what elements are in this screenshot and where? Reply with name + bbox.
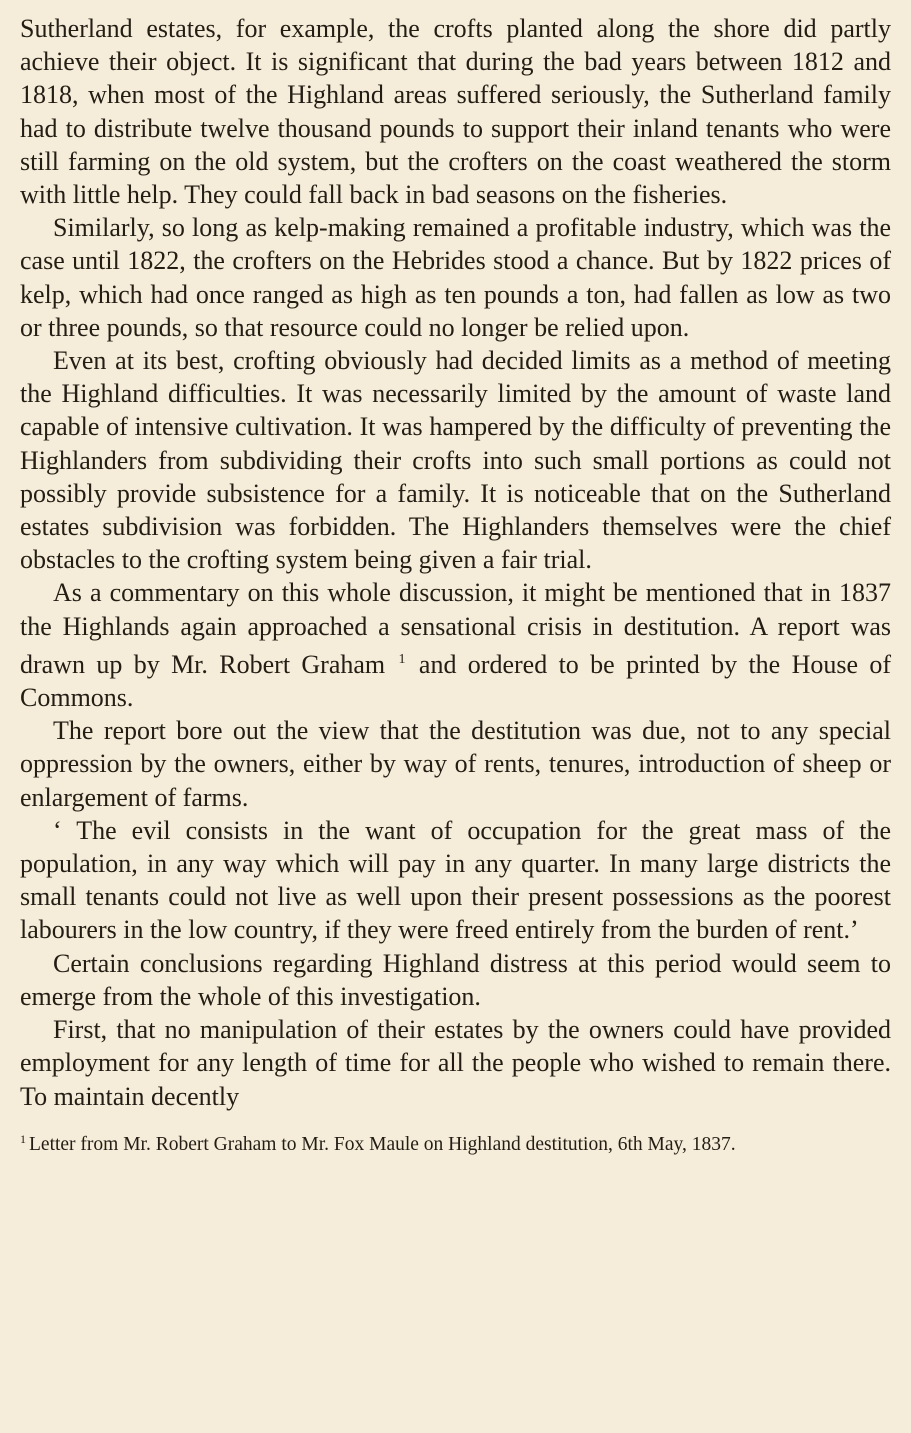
footnote-section [20,1127,891,1157]
paragraph-with-footnote-ref [20,576,891,714]
paragraph: The report bore out the view that the destitution was due, not to any special oppression by the owners, either by way of rents, tenures, introduction of sheep or enlargement of farms. [20,716,891,812]
footnote-mark: 1 [20,1131,26,1146]
paragraph: Sutherland estates, for example, the crofts planted along the shore did partly achieve their object. It is significant that during the bad years between 1812 and 1818, when most of the Highland areas suffered seriously, the Sutherland family had to distribute twelve thousand pounds to support their inland tenants who were still farming on the old system, but the crofters on the coast weathered the storm with little help. They could fall back in bad seasons on the fisheries. [20,14,891,210]
paragraph: Even at its best, crofting obviously had decided limits as a method of meeting the Highland difficulties. It was necessarily limited by the amount of waste land capable of intensive cultivation. It was hampered by the difficulty of preventing the Highlanders from subdividing their crofts into such small portions as could not possibly provide subsistence for a family. It is noticeable that on the Sutherland estates subdivision was forbidden. The Highlanders themselves were the chief obstacles to the crofting system being given a fair trial. [20,346,891,575]
paragraph-quotation: ‘ The evil consists in the want of occupation for the great mass of the population, in any way which will pay in any quarter. In many large districts the small tenants could not live as well upon their present possessions as the poorest labourers in the low country, if they were freed entirely from the burden of rent.’ [20,815,891,945]
paragraph: First, that no manipulation of their estates by the owners could have provided employment for any length of time for all the people who wished to remain there. To maintain decently [20,1015,891,1111]
body-text [20,12,891,1113]
paragraph: Similarly, so long as kelp-making remained a profitable industry, which was the case until 1822, the crofters on the Hebrides stood a chance. But by 1822 prices of kelp, which had once ranged as high as ten pounds a ton, had fallen as low as two or three pounds, so that resource could no longer be relied upon. [20,213,891,342]
paragraph-text: As a commentary on this whole discussion, it might be mentioned that in 1837 the Highlands again approached a sensational crisis in destitution. A report was drawn up by Mr. Robert Graham [20,578,891,679]
footnote-reference[interactable]: 1 [398,651,406,667]
paragraph-text: and ordered to be printed by the House of Commons. [20,649,892,713]
footnote-text: Letter from Mr. Robert Graham to Mr. Fox Maule on Highland destitution, 6th May, 1837. [29,1133,736,1155]
paragraph: Certain conclusions regarding Highland distress at this period would seem to emerge from the whole of this investigation. [20,948,891,1011]
footnote [20,1127,891,1157]
